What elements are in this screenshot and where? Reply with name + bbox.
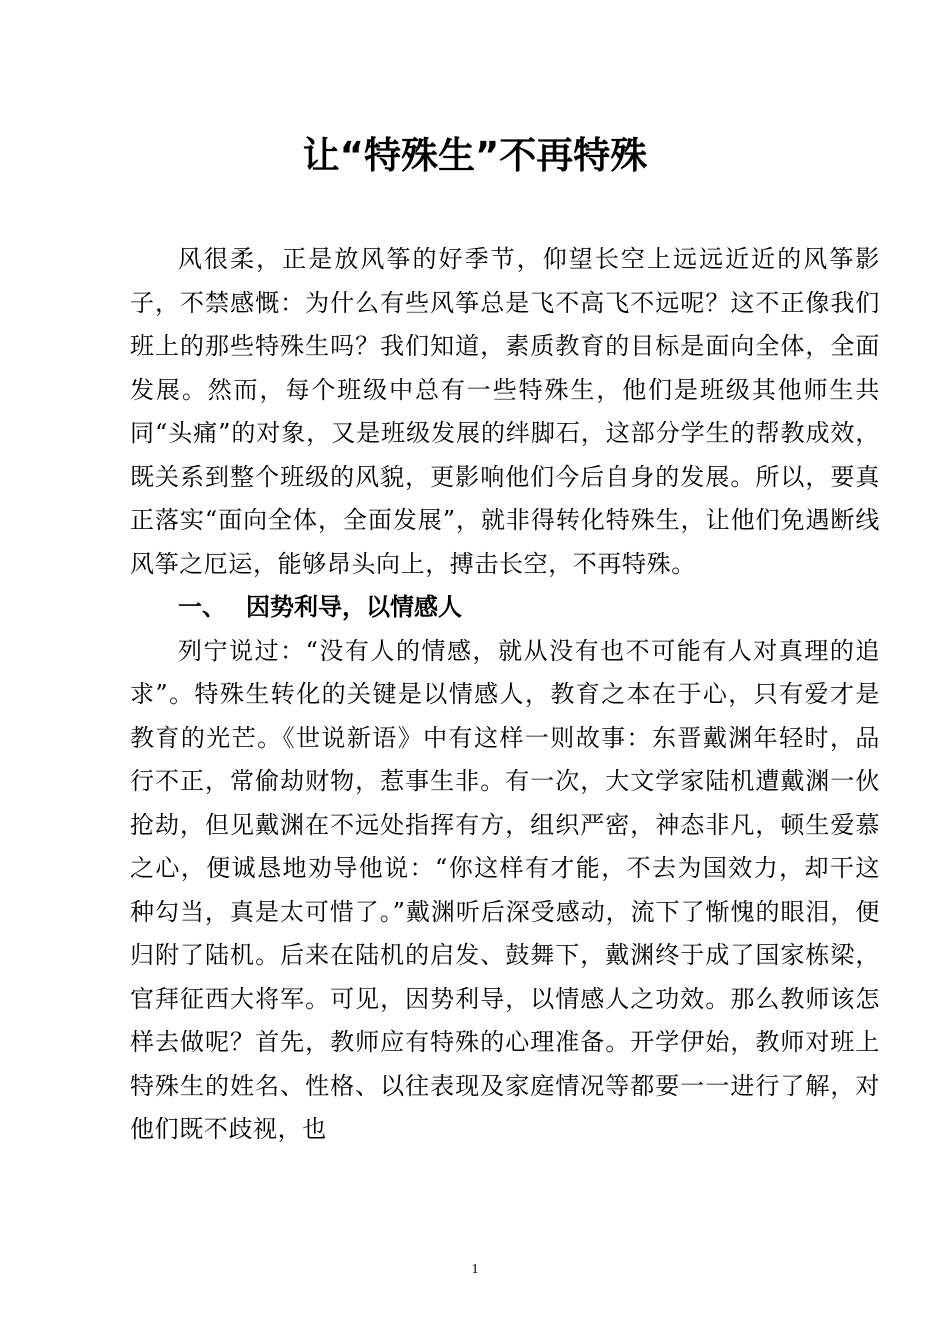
page-number: 1 <box>471 1262 479 1277</box>
section-paragraph: 列宁说过：“没有人的情感，就从没有也不可能有人对真理的追求”。特殊生转化的关键是以情感人，教育之本在于心，只有爱才是教育的光芒。《世说新语》中有这样一则故事：东晋戴渊年轻时，品行不正，常偷劫财物，惹事生非。有一次，大文学家陆机遭戴渊一伙抢劫，但见戴渊在不远处指挥有方，组织严密，神态非凡，顿生爱慕之心，便诚恳地劝导他说：“你这样有才能，不去为国效力，却干这种勾当，真是太可惜了。”戴渊听后深受感动，流下了惭愧的眼泪，便归附了陆机。后来在陆机的启发、鼓舞下，戴渊终于成了国家栋梁，官拜征西大将军。可见，因势利导，以情感人之功效。那么教师该怎样去做呢？首先，教师应有特殊的心理准备。开学伊始，教师对班上特殊生的姓名、性格、以往表现及家庭情况等都要一一进行了解，对他们既不歧视，也 <box>130 636 880 1143</box>
document-title: 让“特殊生”不再特殊 <box>302 134 648 177</box>
intro-paragraph: 风很柔，正是放风筝的好季节，仰望长空上远远近近的风筝影子，不禁感慨：为什么有些风筝总是飞不高飞不远呢？这不正像我们班上的那些特殊生吗？我们知道，素质教育的目标是面向全体，全面发展。然而，每个班级中总有一些特殊生，他们是班级其他师生共同“头痛”的对象，又是班级发展的绊脚石，这部分学生的帮教成效，既关系到整个班级的风貌，更影响他们今后自身的发展。所以，要真正落实“面向全体，全面发展”，就非得转化特殊生，让他们免遇断线风筝之厄运，能够昂头向上，搏击长空，不再特殊。 <box>130 245 880 578</box>
section-heading-number: 一、 <box>178 593 226 621</box>
section-heading <box>130 586 880 630</box>
document-body <box>130 238 880 1152</box>
section-heading-text: 因势利导，以情感人 <box>246 593 462 621</box>
